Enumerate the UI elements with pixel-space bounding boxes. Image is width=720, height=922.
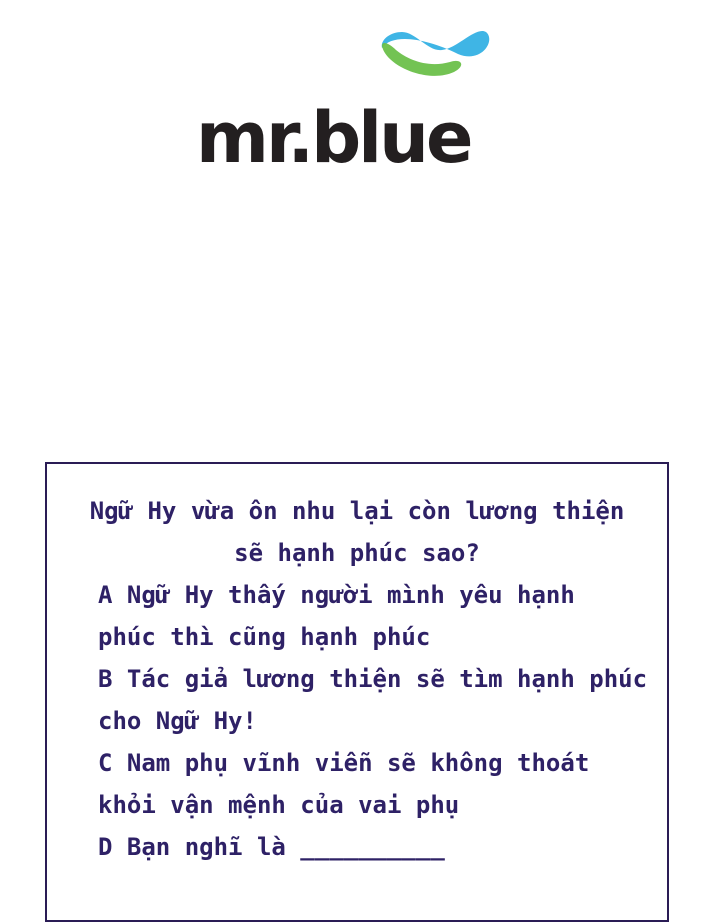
quiz-content <box>52 490 662 868</box>
quiz-option-a-line-1: A Ngữ Hy thấy người mình yêu hạnh <box>98 581 575 609</box>
quiz-question-line-1: Ngữ Hy vừa ôn nhu lại còn lương thiện <box>89 497 625 525</box>
quiz-option-a-line-2: phúc thì cũng hạnh phúc <box>98 623 431 651</box>
quiz-option-b-line-1: B Tác giả lương thiện sẽ tìm hạnh phúc <box>98 665 648 693</box>
quiz-option-c-line-1: C Nam phụ vĩnh viễn sẽ không thoát <box>98 749 590 777</box>
quiz-question-line-2: sẽ hạnh phúc sao? <box>234 539 480 567</box>
quiz-option-c-line-2: khỏi vận mệnh của vai phụ <box>98 791 460 819</box>
quiz-option-b-line-2: cho Ngữ Hy! <box>98 707 257 735</box>
logo-swoosh-icon <box>196 28 496 98</box>
logo-wordmark: mr.blue <box>196 97 471 179</box>
quiz-option-d-line-1: D Bạn nghĩ là __________ <box>98 833 445 861</box>
mrblue-logo <box>196 28 496 179</box>
